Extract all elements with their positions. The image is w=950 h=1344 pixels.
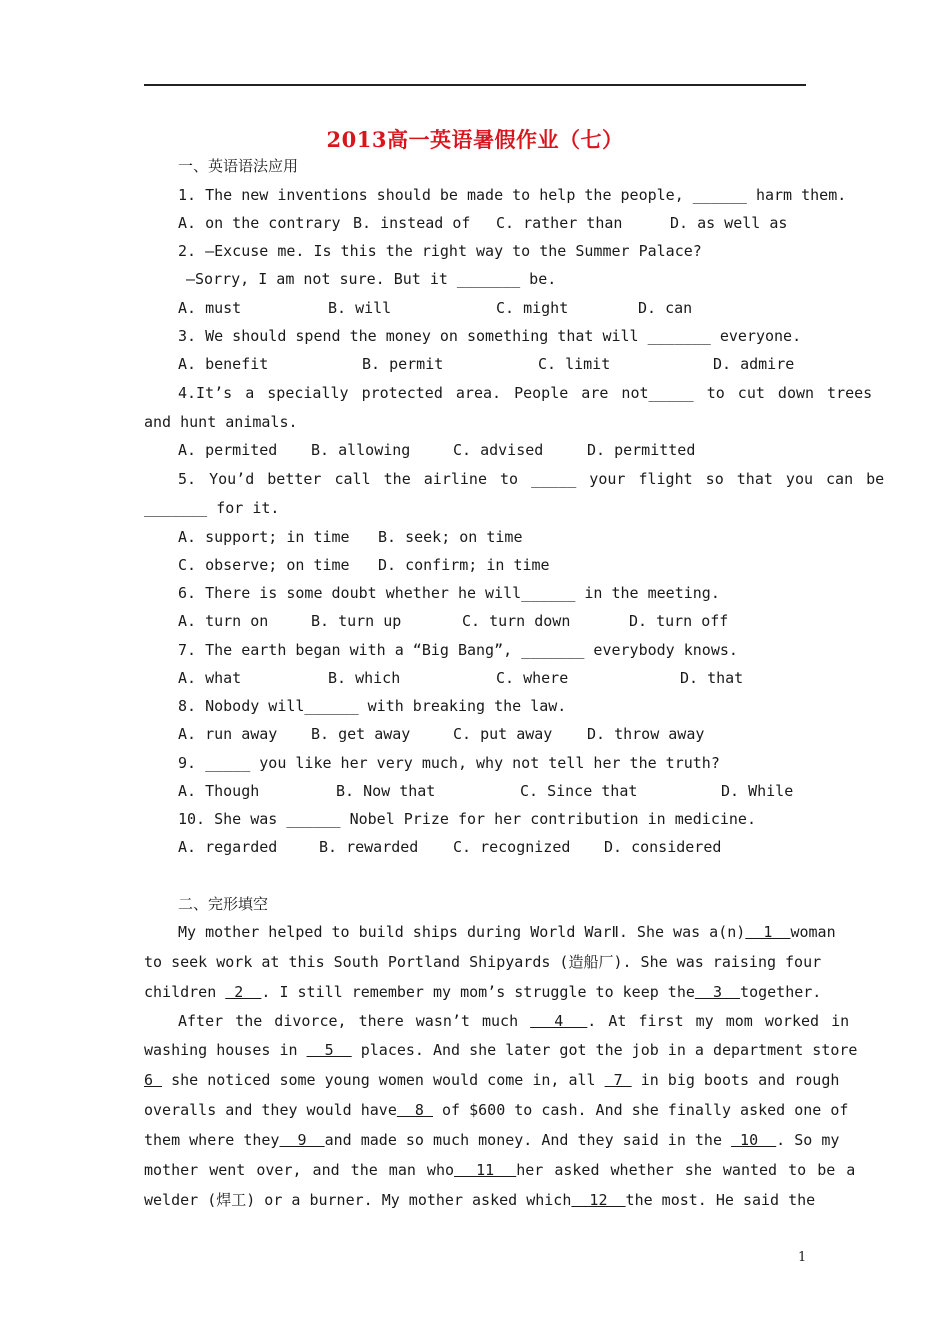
q4-option-d: D. permitted [587,441,696,459]
page-title: 2013高一英语暑假作业（七） [326,127,624,152]
q5-option-b: B. seek; on time [378,528,523,546]
blank-8: 8 [396,1101,433,1119]
q7-option-a: A. what [178,669,242,687]
passage-text: . So my [776,1131,840,1149]
q6-option-a: A. turn on [178,612,269,630]
passage-text: together. [740,983,822,1001]
question-9: 9. _____ you like her very much, why not tell her the truth? [178,754,720,772]
header-rule [144,84,806,86]
passage-text: After the divorce, there wasn’t much [178,1012,531,1030]
question-1: 1. The new inventions should be made to help the people, ______ harm them. [178,186,847,204]
passage-line [144,1130,839,1150]
passage-line [144,1100,848,1120]
page-number: 1 [798,1250,807,1265]
q3-option-b: B. permit [362,355,444,373]
passage-text: places. And she later got the job in a department store [351,1041,858,1059]
q5-option-c: C. observe; on time [178,556,350,574]
passage-text: welder (焊工) or a burner. My mother asked which [144,1191,572,1209]
q3-option-d: D. admire [713,355,795,373]
q1-option-b: B. instead of [353,214,471,232]
blank-3: 3 [694,983,741,1001]
q2-option-c: C. might [496,299,569,317]
blank-11: 11 [454,1161,517,1179]
q1-option-d: D. as well as [670,214,788,232]
question-4-line-2: and hunt animals. [144,413,298,431]
blank-6: 6 [144,1071,163,1089]
q4-option-a: A. permited [178,441,278,459]
passage-text: and made so much money. And they said in the [324,1131,732,1149]
q10-option-c: C. recognized [453,838,571,856]
passage-text: them where they [144,1131,280,1149]
question-5-line-1: 5. You’d better call the airline to _____ your flight so that you can be [178,470,885,488]
q2-option-b: B. will [328,299,392,317]
question-2-line-2: —Sorry, I am not sure. But it _______ be. [186,270,557,288]
q1-option-c: C. rather than [496,214,623,232]
passage-line [144,1190,815,1210]
section-heading-cloze: 二、完形填空 [178,895,269,913]
q2-option-a: A. must [178,299,242,317]
q6-option-b: B. turn up [311,612,402,630]
q7-option-b: B. which [328,669,401,687]
question-2-line-1: 2. —Excuse me. Is this the right way to the Summer Palace? [178,242,702,260]
q7-option-c: C. where [496,669,569,687]
passage-text: the most. He said the [625,1191,816,1209]
passage-text: in big boots and rough [631,1071,840,1089]
passage-line [144,982,821,1002]
q9-option-c: C. Since that [520,782,638,800]
section-heading-grammar: 一、英语语法应用 [178,157,299,175]
passage-text: washing houses in [144,1041,307,1059]
passage-text: overalls and they would have [144,1101,397,1119]
q8-option-d: D. throw away [587,725,705,743]
blank-2: 2 [225,983,262,1001]
passage-line [178,1011,849,1031]
question-5-line-2: _______ for it. [144,499,280,517]
blank-7: 7 [604,1071,632,1089]
question-4-line-1: 4.It’s a specially protected area. People are not_____ to cut down trees [178,384,873,402]
q4-option-c: C. advised [453,441,544,459]
blank-12: 12 [571,1191,626,1209]
blank-10: 10 [731,1131,777,1149]
question-3: 3. We should spend the money on something that will _______ everyone. [178,327,802,345]
passage-text: mother went over, and the man who [144,1161,455,1179]
q6-option-d: D. turn off [629,612,729,630]
q10-option-d: D. considered [604,838,722,856]
passage-line [144,1070,839,1090]
q2-option-d: D. can [638,299,693,317]
question-8: 8. Nobody will______ with breaking the law. [178,697,567,715]
blank-1: 1 [745,923,791,941]
question-10: 10. She was ______ Nobel Prize for her contribution in medicine. [178,810,756,828]
q10-option-b: B. rewarded [319,838,419,856]
q9-option-a: A. Though [178,782,260,800]
passage-text: her asked whether she wanted to be a [516,1161,856,1179]
passage-text: of $600 to cash. And she finally asked one of [433,1101,849,1119]
q10-option-a: A. regarded [178,838,278,856]
passage-text: My mother helped to build ships during World WarⅡ. She was a(n) [178,923,746,941]
passage-line: to seek work at this South Portland Shipyards (造船厂). She was raising four [144,953,822,971]
q9-option-b: B. Now that [336,782,436,800]
passage-text: woman [790,923,836,941]
q8-option-c: C. put away [453,725,553,743]
blank-9: 9 [279,1131,325,1149]
passage-line [144,1040,857,1060]
q9-option-d: D. While [721,782,794,800]
passage-text: children [144,983,226,1001]
q4-option-b: B. allowing [311,441,411,459]
passage-text: . I still remember my mom’s struggle to keep the [261,983,695,1001]
q8-option-b: B. get away [311,725,411,743]
q5-option-a: A. support; in time [178,528,350,546]
q5-option-d: D. confirm; in time [378,556,550,574]
passage-text: . At first my mom worked in [587,1012,850,1030]
blank-4: 4 [530,1012,588,1030]
passage-line [144,1160,855,1180]
blank-5: 5 [306,1041,352,1059]
q6-option-c: C. turn down [462,612,571,630]
q1-option-a: A. on the contrary [178,214,341,232]
q3-option-a: A. benefit [178,355,269,373]
passage-line [178,922,836,942]
q7-option-d: D. that [680,669,744,687]
passage-text: she noticed some young women would come in, all [162,1071,605,1089]
question-7: 7. The earth began with a “Big Bang”, _______ everybody knows. [178,641,738,659]
question-6: 6. There is some doubt whether he will______ in the meeting. [178,584,720,602]
q8-option-a: A. run away [178,725,278,743]
q3-option-c: C. limit [538,355,611,373]
